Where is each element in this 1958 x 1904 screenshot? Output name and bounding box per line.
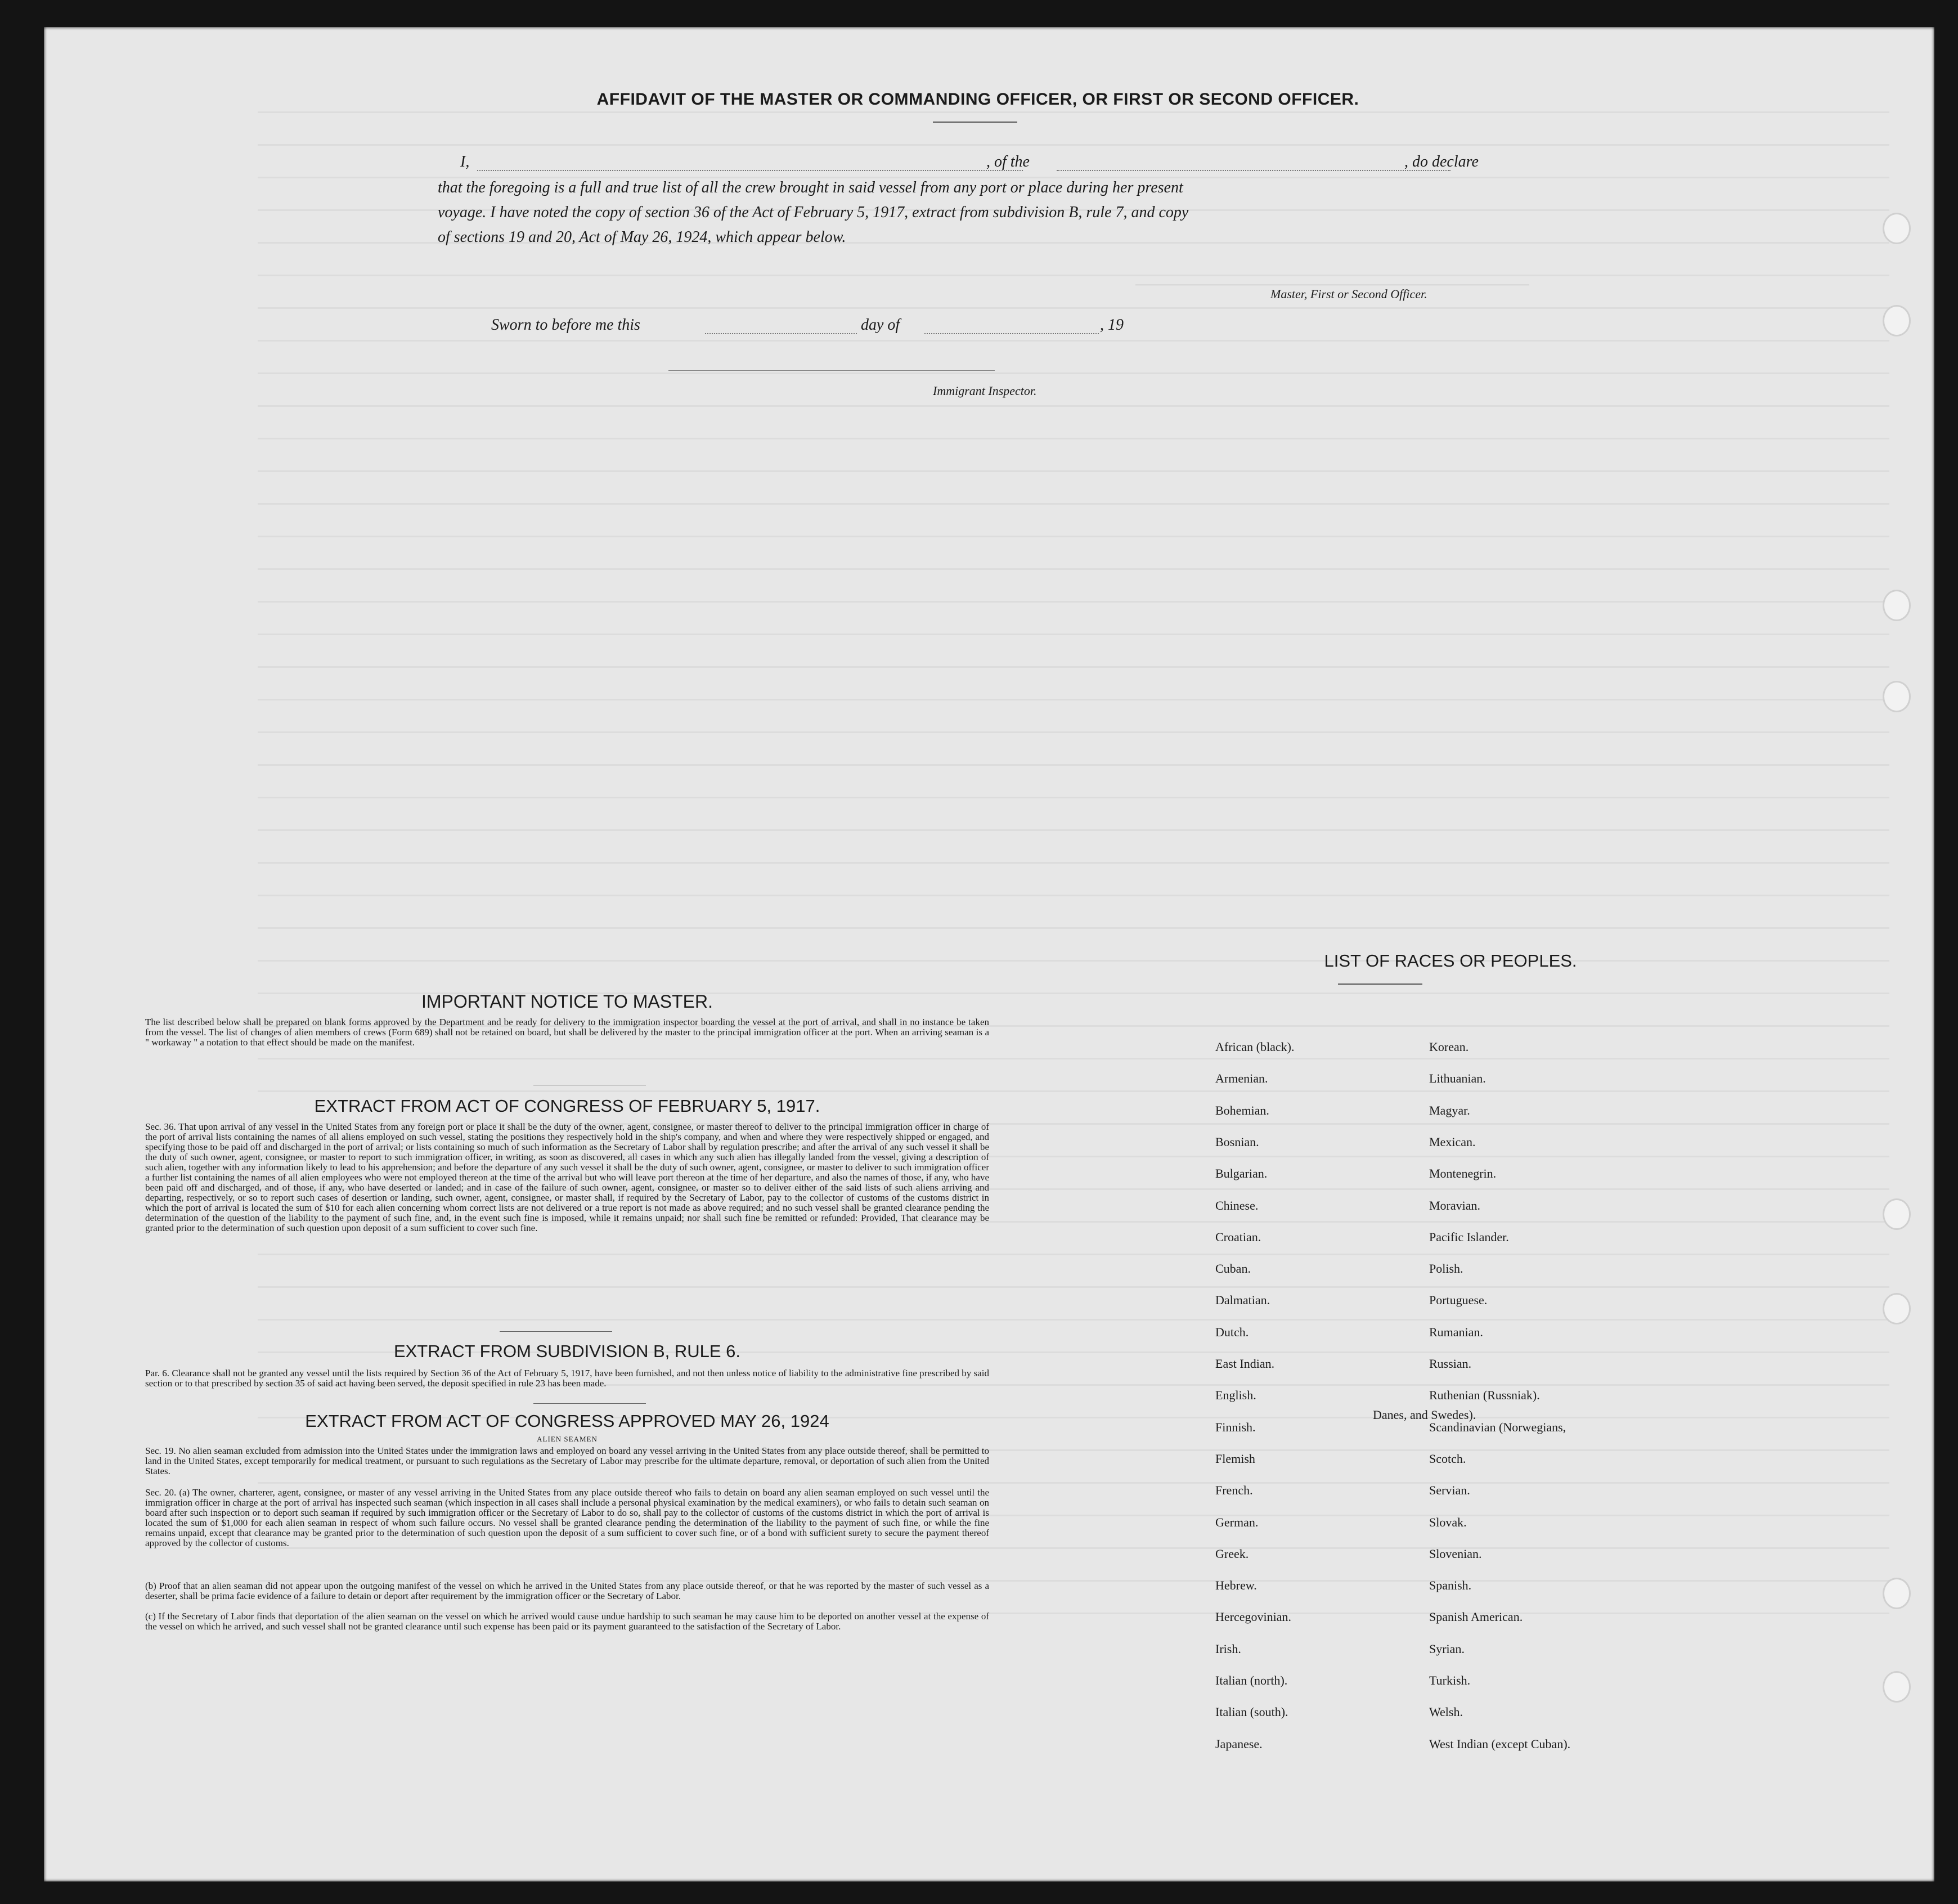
vessel-blank [1057, 170, 1450, 171]
punch-hole [1883, 590, 1911, 621]
race-item: Moravian. [1429, 1198, 1481, 1213]
race-item: Lithuanian. [1429, 1071, 1486, 1085]
race-item: Hebrew. [1215, 1578, 1257, 1592]
year-text: , 19 [1100, 316, 1124, 334]
inspector-line [668, 370, 995, 371]
race-item: Polish. [1429, 1261, 1463, 1276]
race-item: Portuguese. [1429, 1293, 1488, 1307]
extract-1917-rule [500, 1331, 612, 1332]
race-item: Japanese. [1215, 1737, 1263, 1751]
rule6-rule [533, 1403, 646, 1404]
race-item: Pacific Islander. [1429, 1230, 1509, 1244]
notice-title: IMPORTANT NOTICE TO MASTER. [421, 991, 713, 1012]
race-item: Turkish. [1429, 1673, 1471, 1687]
race-item: Servian. [1429, 1483, 1470, 1497]
extract-1924-subtitle: ALIEN SEAMEN [537, 1435, 598, 1443]
race-item: Greek. [1215, 1547, 1249, 1561]
race-item: German. [1215, 1515, 1259, 1529]
day-of-text: day of [861, 316, 900, 334]
extract-1917-title: EXTRACT FROM ACT OF CONGRESS OF FEBRUARY 5, 1917. [314, 1096, 820, 1116]
race-item: Korean. [1429, 1040, 1469, 1054]
race-item: Syrian. [1429, 1642, 1465, 1656]
affidavit-do-declare: , do declare [1404, 153, 1479, 170]
affidavit-line-1: that the foregoing is a full and true list of all the crew brought in said vessel from any port or place during her present [438, 179, 1183, 196]
race-continuation: Danes, and Swedes). [1373, 1408, 1476, 1422]
extract-1924-sec20b: (b) Proof that an alien seaman did not appear upon the outgoing manifest of the vessel on which he arrived in the United States from any place outside thereof, or that he was reported by the master of such vessel as a deserter, shall be prima facie evidence of a failure to detain or deport after requirement by the immigration officer or the Secretary of Labor. [145, 1580, 989, 1601]
race-item: Italian (south). [1215, 1705, 1288, 1719]
race-item: Croatian. [1215, 1230, 1261, 1244]
race-item: Scotch. [1429, 1452, 1466, 1466]
document-sheet [44, 27, 1934, 1881]
extract-1924-sec20c: (c) If the Secretary of Labor finds that deportation of the alien seaman on the vessel on which he arrived would cause undue hardship to such seaman he may cause him to be deported on another vessel at the expense of the vessel on which he arrived, and such vessel shall not be granted clearance until such expense has been paid or its payment guaranteed to the satisfaction of the Secretary of Labor. [145, 1611, 989, 1632]
signature-caption: Master, First or Second Officer. [1270, 287, 1427, 301]
punch-hole [1883, 681, 1911, 712]
race-item: Magyar. [1429, 1103, 1470, 1117]
punch-hole [1883, 1671, 1911, 1703]
affidavit-title-rule [933, 122, 1017, 123]
sworn-text: Sworn to before me this [491, 316, 640, 334]
race-item: Russian. [1429, 1357, 1472, 1371]
race-item: Italian (north). [1215, 1673, 1288, 1687]
extract-1924-title: EXTRACT FROM ACT OF CONGRESS APPROVED MAY 26, 1924 [305, 1411, 829, 1431]
race-item: Armenian. [1215, 1071, 1268, 1085]
race-item: Bosnian. [1215, 1135, 1259, 1149]
punch-hole [1883, 1293, 1911, 1324]
race-item: Dutch. [1215, 1325, 1249, 1339]
race-item: Dalmatian. [1215, 1293, 1270, 1307]
race-item: Finnish. [1215, 1420, 1256, 1434]
race-item: French. [1215, 1483, 1253, 1497]
punch-hole [1883, 305, 1911, 336]
races-title: LIST OF RACES OR PEOPLES. [1324, 951, 1577, 971]
punch-hole [1883, 1198, 1911, 1230]
race-item: Rumanian. [1429, 1325, 1483, 1339]
race-item: Scandinavian (Norwegians, [1429, 1420, 1566, 1434]
race-item: Bulgarian. [1215, 1166, 1268, 1180]
race-item: Slovak. [1429, 1515, 1467, 1529]
name-blank [477, 170, 1023, 171]
race-item: East Indian. [1215, 1357, 1275, 1371]
races-title-rule [1338, 984, 1422, 985]
race-item: West Indian (except Cuban). [1429, 1737, 1571, 1751]
race-item: Hercegovinian. [1215, 1610, 1291, 1624]
race-item: Irish. [1215, 1642, 1241, 1656]
punch-hole [1883, 213, 1911, 244]
punch-hole [1883, 1578, 1911, 1609]
race-item: Cuban. [1215, 1261, 1251, 1276]
inspector-caption: Immigrant Inspector. [933, 384, 1037, 398]
bleed-through-marks [258, 111, 1889, 1631]
affidavit-line-2: voyage. I have noted the copy of section 36 of the Act of February 5, 1917, extract from subdivision B, rule 7, and copy [438, 204, 1189, 221]
race-item: Montenegrin. [1429, 1166, 1497, 1180]
extract-1924-sec19: Sec. 19. No alien seaman excluded from admission into the United States under the immigration laws and employed on board any vessel arriving in the United States from any place outside thereof, shall be permitted to land in the United States, except temporarily for medical treatment, or pursuant to such regulations as the Secretary of Labor may prescribe for the ultimate departure, removal, or deportation of such alien from the United States. [145, 1445, 989, 1476]
race-item: Spanish. [1429, 1578, 1472, 1592]
race-item: Flemish [1215, 1452, 1255, 1466]
notice-body: The list described below shall be prepared on blank forms approved by the Department and be ready for delivery to the immigration inspector boarding the vessel at the port of arrival, and shall in no instance be taken from the vessel. The list of changes of alien members of crews (Form 689) shall not be retained on board, but shall be delivered by the master to the principal immigration officer at the port. When an arriving seaman is a " workaway " a notation to that effect should be made on the manifest. [145, 1017, 989, 1048]
race-item: Bohemian. [1215, 1103, 1269, 1117]
extract-1924-sec20a: Sec. 20. (a) The owner, charterer, agent, consignee, or master of any vessel arriving in the United States from any place outside thereof who fails to detain on board any alien seaman employed on such vessel until the immigration officer in charge at the port of arrival has inspected such seaman (which inspection in all cases shall include a personal physical examination by the medical examiners), or who fails to detain such seaman on board after such inspection or to deport such seaman if required by such immigration officer or the Secretary of Labor to do so, shall pay to the collector of customs of the customs district in which the port of arrival is located the sum of $1,000 for each alien seaman in respect of whom such failure occurs. No vessel shall be granted clearance pending the determination of the liability to the payment of such fine, or while the fine remains unpaid, except that clearance may be granted prior to the determination of such question upon the deposit of a sum sufficient to cover such fine, or of a bond with sufficient surety to secure the payment thereof approved by the collector of customs. [145, 1487, 989, 1548]
affidavit-of-the: , of the [986, 153, 1030, 170]
sworn-month-blank [924, 333, 1099, 334]
race-item: Spanish American. [1429, 1610, 1523, 1624]
affidavit-title: AFFIDAVIT OF THE MASTER OR COMMANDING OFFICER, OR FIRST OR SECOND OFFICER. [596, 90, 1359, 109]
race-item: Welsh. [1429, 1705, 1463, 1719]
race-item: Ruthenian (Russniak). [1429, 1388, 1540, 1402]
race-item: English. [1215, 1388, 1256, 1402]
race-item: African (black). [1215, 1040, 1295, 1054]
race-item: Mexican. [1429, 1135, 1476, 1149]
sworn-day-blank [705, 333, 857, 334]
affidavit-i: I, [460, 153, 470, 170]
race-item: Slovenian. [1429, 1547, 1482, 1561]
extract-1917-body: Sec. 36. That upon arrival of any vessel in the United States from any foreign port or place it shall be the duty of the owner, agent, consignee, or master thereof to deliver to the principal immigration officer in charge of the port of arrival lists containing the names of all aliens employed on such vessel, stating the positions they respectively hold in the ship's company, and when and where they were respectively shipped or engaged, and specifying those to be paid off and discharged in the port of arrival; or lists containing so much of such information as the Secretary of Labor shall by regulation prescribe; and after the arrival of any such vessel it shall be the duty of such owner, agent, consignee, or master to report to such immigration officer, in writing, as soon as discovered, all cases in which any such alien has illegally landed from the vessel, giving a description of such alien, together with any information likely to lead to his apprehension; and before the departure of any such vessel it shall be the duty of such owner, agent, consignee, or master to deliver to such immigration officer a further list containing the names of all alien employees who were not employed thereon at the time of the arrival but who will leave port thereon at the time of her departure, and also the names of those, if any, who have been paid off and discharged, and of those, if any, who have deserted or landed; and in case of the failure of such owner, agent, consignee, or master so to deliver either of the said lists of such aliens arriving and departing, respectively, or so to report such cases of desertion or landing, such owner, agent, consignee, or master shall, if required by the Secretary of Labor, pay to the collector of customs of the customs district in which the port of arrival is located the sum of $10 for each alien concerning whom correct lists are not delivered or a true report is not made as above required; and no such vessel shall be granted clearance pending the determination of the question of the liability to the payment of such fine, and, in the event such fine is imposed, while it remains unpaid; nor shall such fine be remitted or refunded: Provided, That clearance may be granted prior to the determination of such question upon deposit of a sum sufficient to cover such fine. [145, 1121, 989, 1233]
rule6-body: Par. 6. Clearance shall not be granted any vessel until the lists required by Section 36 of the Act of February 5, 1917, have been furnished, and not then unless notice of liability to the administrative fine prescribed by said section or to that prescribed by section 35 of said act having been served, the deposit specified in rule 23 has been made. [145, 1368, 989, 1389]
affidavit-line-3: of sections 19 and 20, Act of May 26, 1924, which appear below. [438, 228, 846, 246]
race-item: Chinese. [1215, 1198, 1259, 1213]
rule6-title: EXTRACT FROM SUBDIVISION B, RULE 6. [393, 1341, 741, 1361]
